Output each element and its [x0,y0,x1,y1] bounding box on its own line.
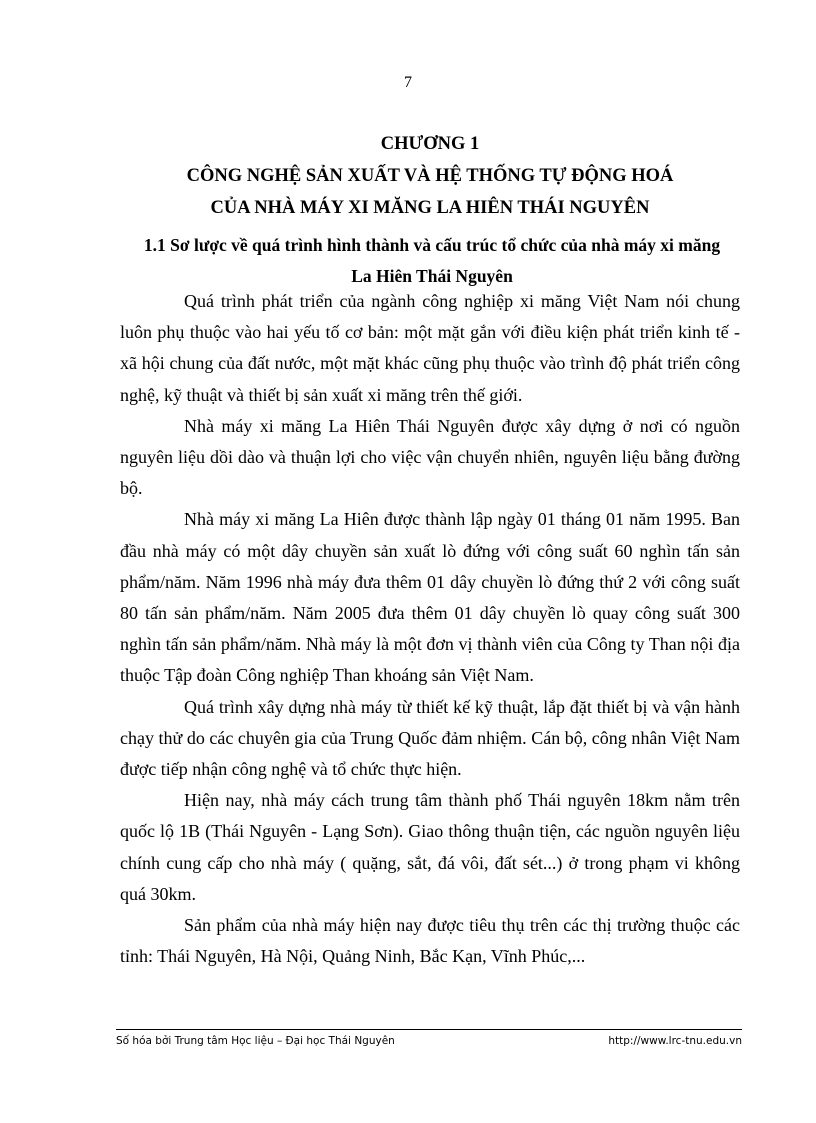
paragraph: Hiện nay, nhà máy cách trung tâm thành phố Thái nguyên 18km nằm trên quốc lộ 1B (Thái Nguyên - Lạng Sơn). Giao thông thuận tiện, các nguồn nguyên liệu chính cung cấp cho nhà máy ( quặng, sắt, đá vôi, đất sét...) ở trong phạm vi không quá 30km. [120,790,740,904]
footer-credit: Số hóa bởi Trung tâm Học liệu – Đại học Thái Nguyên [116,1035,395,1047]
section-title-line-2: La Hiên Thái Nguyên [351,266,513,286]
footer-url[interactable]: http://www.lrc-tnu.edu.vn [608,1035,742,1047]
paragraph: Nhà máy xi măng La Hiên được thành lập ngày 01 tháng 01 năm 1995. Ban đầu nhà máy có một dây chuyền sản xuất lò đứng với công suất 60 nghìn tấn sản phẩm/năm. Năm 1996 nhà máy đưa thêm 01 dây chuyền lò đứng thứ 2 với công suất 80 tấn sản phẩm/năm. Năm 2005 đưa thêm 01 dây chuyền lò quay công suất 300 nghìn tấn sản phẩm/năm. Nhà máy là một đơn vị thành viên của Công ty Than nội địa thuộc Tập đoàn Công nghiệp Than khoáng sản Việt Nam. [120,509,740,686]
body-text [120,286,740,972]
paragraph: Sản phẩm của nhà máy hiện nay được tiêu thụ trên các thị trường thuộc các tỉnh: Thái Nguyên, Hà Nội, Quảng Ninh, Bắc Kạn, Vĩnh Phúc,... [120,915,740,967]
section-heading [120,230,744,292]
chapter-label: CHƯƠNG 1 [380,134,480,154]
chapter-heading [120,128,740,224]
page-number: 7 [404,74,412,91]
paragraph: Quá trình phát triển của ngành công nghiệp xi măng Việt Nam nói chung luôn phụ thuộc vào hai yếu tố cơ bản: một mặt gắn với điều kiện phát triển kinh tế - xã hội chung của đất nước, một mặt khác cũng phụ thuộc vào trình độ phát triển công nghệ, kỹ thuật và thiết bị sản xuất xi măng trên thế giới. [120,291,740,405]
chapter-title-line-1: CÔNG NGHỆ SẢN XUẤT VÀ HỆ THỐNG TỰ ĐỘNG HOÁ [186,166,674,186]
paragraph: Quá trình xây dựng nhà máy từ thiết kế kỹ thuật, lắp đặt thiết bị và vận hành chạy thử do các chuyên gia của Trung Quốc đảm nhiệm. Cán bộ, công nhân Việt Nam được tiếp nhận công nghệ và tổ chức thực hiện. [120,696,740,780]
section-title-line-1: 1.1 Sơ lược về quá trình hình thành và cấu trúc tổ chức của nhà máy xi măng [143,235,721,255]
page-footer [116,1035,742,1047]
footer-divider [116,1029,742,1030]
chapter-title-line-2: CỦA NHÀ MÁY XI MĂNG LA HIÊN THÁI NGUYÊN [210,198,650,218]
paragraph: Nhà máy xi măng La Hiên Thái Nguyên được xây dựng ở nơi có nguồn nguyên liệu dồi dào và thuận lợi cho việc vận chuyển nhiên, nguyên liệu bằng đường bộ. [120,415,740,499]
